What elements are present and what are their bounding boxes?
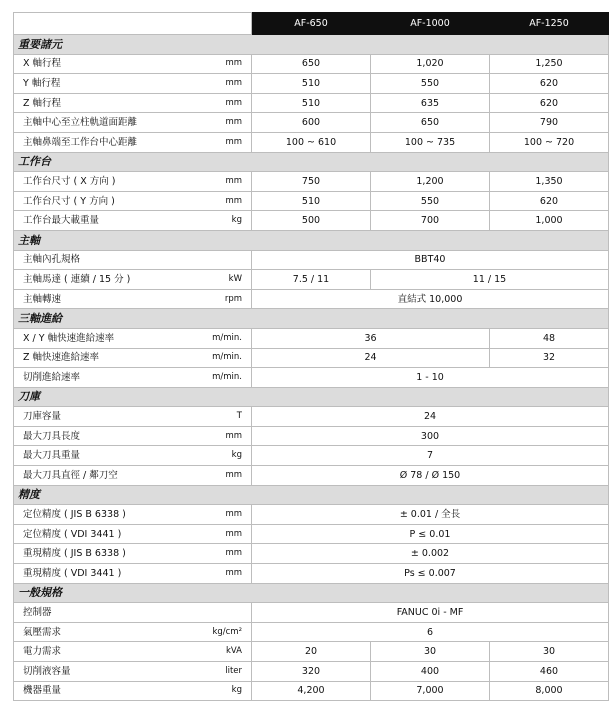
- spec-unit: m/min.: [202, 348, 252, 368]
- section-title: 工作台: [14, 152, 609, 172]
- spec-value: 1,250: [490, 54, 609, 74]
- spec-unit: mm: [202, 172, 252, 192]
- spec-value: 300: [252, 426, 609, 446]
- spec-label: Z 軸行程: [14, 93, 202, 113]
- spec-value: 460: [490, 662, 609, 682]
- model-header-af-1250: AF-1250: [490, 13, 609, 35]
- spec-unit: mm: [202, 74, 252, 94]
- spec-value: ± 0.01 / 全長: [252, 505, 609, 525]
- spec-row: [14, 93, 609, 113]
- spec-row: [14, 74, 609, 94]
- spec-unit: mm: [202, 466, 252, 486]
- spec-label: 主軸馬達 ( 連續 / 15 分 ): [14, 270, 202, 290]
- spec-label: 控制器: [14, 603, 202, 623]
- spec-value: 直結式 10,000: [252, 289, 609, 309]
- spec-unit: mm: [202, 544, 252, 564]
- spec-row: [14, 622, 609, 642]
- spec-value: 510: [252, 191, 371, 211]
- spec-label: 切削進給速率: [14, 368, 202, 388]
- spec-unit: kg: [202, 211, 252, 231]
- spec-value: 100 ~ 735: [371, 132, 490, 152]
- spec-unit: mm: [202, 132, 252, 152]
- spec-row: [14, 564, 609, 584]
- spec-row: [14, 524, 609, 544]
- spec-unit: [202, 250, 252, 270]
- spec-row: [14, 642, 609, 662]
- spec-value: 635: [371, 93, 490, 113]
- spec-label: Y 軸行程: [14, 74, 202, 94]
- spec-row: [14, 132, 609, 152]
- spec-row: [14, 54, 609, 74]
- spec-row: [14, 348, 609, 368]
- spec-unit: T: [202, 407, 252, 427]
- model-header-af-1000: AF-1000: [371, 13, 490, 35]
- spec-label: X 軸行程: [14, 54, 202, 74]
- spec-label: 刀庫容量: [14, 407, 202, 427]
- spec-value: FANUC 0i - MF: [252, 603, 609, 623]
- spec-value: Ps ≤ 0.007: [252, 564, 609, 584]
- spec-label: 工作台最大載重量: [14, 211, 202, 231]
- spec-unit: m/min.: [202, 328, 252, 348]
- spec-value: 1,350: [490, 172, 609, 192]
- header-blank-cell: [14, 13, 252, 35]
- section-title: 刀庫: [14, 387, 609, 407]
- spec-value: 7,000: [371, 681, 490, 701]
- spec-value: 1 - 10: [252, 368, 609, 388]
- spec-value: 550: [371, 191, 490, 211]
- spec-label: X / Y 軸快速進給速率: [14, 328, 202, 348]
- spec-value: P ≤ 0.01: [252, 524, 609, 544]
- spec-value: 11 / 15: [371, 270, 609, 290]
- spec-value: 320: [252, 662, 371, 682]
- section-title: 三軸進給: [14, 309, 609, 329]
- spec-row: [14, 172, 609, 192]
- spec-label: 氣壓需求: [14, 622, 202, 642]
- spec-row: [14, 289, 609, 309]
- spec-unit: kg: [202, 681, 252, 701]
- spec-row: [14, 603, 609, 623]
- spec-value: 7.5 / 11: [252, 270, 371, 290]
- spec-value: 1,000: [490, 211, 609, 231]
- spec-label: 工作台尺寸 ( X 方向 ): [14, 172, 202, 192]
- spec-unit: kVA: [202, 642, 252, 662]
- spec-value: 650: [252, 54, 371, 74]
- section-title: 主軸: [14, 230, 609, 250]
- section-header: [14, 309, 609, 329]
- section-title: 重要諸元: [14, 35, 609, 55]
- spec-unit: rpm: [202, 289, 252, 309]
- spec-value: 620: [490, 74, 609, 94]
- spec-value: 700: [371, 211, 490, 231]
- spec-value: 750: [252, 172, 371, 192]
- model-header-row: [14, 13, 609, 35]
- spec-value: 36: [252, 328, 490, 348]
- section-header: [14, 35, 609, 55]
- spec-row: [14, 662, 609, 682]
- spec-label: 最大刀具直徑 / 鄰刀空: [14, 466, 202, 486]
- spec-label: 機器重量: [14, 681, 202, 701]
- spec-value: 620: [490, 93, 609, 113]
- spec-table: [13, 12, 609, 701]
- spec-label: 定位精度 ( JIS B 6338 ): [14, 505, 202, 525]
- spec-unit: mm: [202, 426, 252, 446]
- spec-value: BBT40: [252, 250, 609, 270]
- spec-value: 7: [252, 446, 609, 466]
- section-header: [14, 387, 609, 407]
- spec-value: 600: [252, 113, 371, 133]
- spec-value: 500: [252, 211, 371, 231]
- spec-unit: mm: [202, 113, 252, 133]
- spec-unit: kg/cm²: [202, 622, 252, 642]
- spec-unit: kg: [202, 446, 252, 466]
- section-title: 一般規格: [14, 583, 609, 603]
- spec-unit: mm: [202, 564, 252, 584]
- spec-value: 24: [252, 407, 609, 427]
- spec-label: 主軸鼻端至工作台中心距離: [14, 132, 202, 152]
- spec-unit: mm: [202, 93, 252, 113]
- spec-value: 1,200: [371, 172, 490, 192]
- spec-row: [14, 446, 609, 466]
- spec-label: 電力需求: [14, 642, 202, 662]
- spec-value: 30: [371, 642, 490, 662]
- spec-value: 650: [371, 113, 490, 133]
- spec-label: 定位精度 ( VDI 3441 ): [14, 524, 202, 544]
- spec-row: [14, 466, 609, 486]
- spec-value: 550: [371, 74, 490, 94]
- spec-value: 790: [490, 113, 609, 133]
- spec-label: 最大刀具重量: [14, 446, 202, 466]
- spec-value: 48: [490, 328, 609, 348]
- spec-value: Ø 78 / Ø 150: [252, 466, 609, 486]
- spec-value: 510: [252, 93, 371, 113]
- spec-sheet: [13, 12, 608, 701]
- section-header: [14, 230, 609, 250]
- section-header: [14, 583, 609, 603]
- spec-row: [14, 426, 609, 446]
- spec-label: 切削液容量: [14, 662, 202, 682]
- spec-row: [14, 681, 609, 701]
- section-title: 精度: [14, 485, 609, 505]
- spec-value: 30: [490, 642, 609, 662]
- spec-value: 620: [490, 191, 609, 211]
- spec-unit: mm: [202, 505, 252, 525]
- spec-unit: mm: [202, 524, 252, 544]
- spec-label: 主軸轉速: [14, 289, 202, 309]
- spec-row: [14, 544, 609, 564]
- spec-row: [14, 270, 609, 290]
- spec-label: 重現精度 ( JIS B 6338 ): [14, 544, 202, 564]
- spec-value: 32: [490, 348, 609, 368]
- spec-label: 主軸中心至立柱軌道面距離: [14, 113, 202, 133]
- spec-value: 20: [252, 642, 371, 662]
- spec-row: [14, 505, 609, 525]
- spec-unit: kW: [202, 270, 252, 290]
- spec-label: 重現精度 ( VDI 3441 ): [14, 564, 202, 584]
- spec-unit: mm: [202, 191, 252, 211]
- spec-row: [14, 113, 609, 133]
- spec-row: [14, 328, 609, 348]
- spec-value: 6: [252, 622, 609, 642]
- spec-label: 主軸內孔規格: [14, 250, 202, 270]
- spec-label: 最大刀具長度: [14, 426, 202, 446]
- spec-row: [14, 368, 609, 388]
- spec-value: 100 ~ 720: [490, 132, 609, 152]
- spec-value: 4,200: [252, 681, 371, 701]
- spec-value: 8,000: [490, 681, 609, 701]
- spec-row: [14, 407, 609, 427]
- spec-value: 400: [371, 662, 490, 682]
- spec-row: [14, 250, 609, 270]
- spec-value: ± 0.002: [252, 544, 609, 564]
- spec-value: 1,020: [371, 54, 490, 74]
- spec-row: [14, 191, 609, 211]
- spec-label: Z 軸快速進給速率: [14, 348, 202, 368]
- spec-unit: liter: [202, 662, 252, 682]
- spec-value: 510: [252, 74, 371, 94]
- spec-unit: mm: [202, 54, 252, 74]
- spec-value: 100 ~ 610: [252, 132, 371, 152]
- section-header: [14, 485, 609, 505]
- spec-label: 工作台尺寸 ( Y 方向 ): [14, 191, 202, 211]
- spec-value: 24: [252, 348, 490, 368]
- model-header-af-650: AF-650: [252, 13, 371, 35]
- section-header: [14, 152, 609, 172]
- spec-unit: [202, 603, 252, 623]
- spec-row: [14, 211, 609, 231]
- spec-unit: m/min.: [202, 368, 252, 388]
